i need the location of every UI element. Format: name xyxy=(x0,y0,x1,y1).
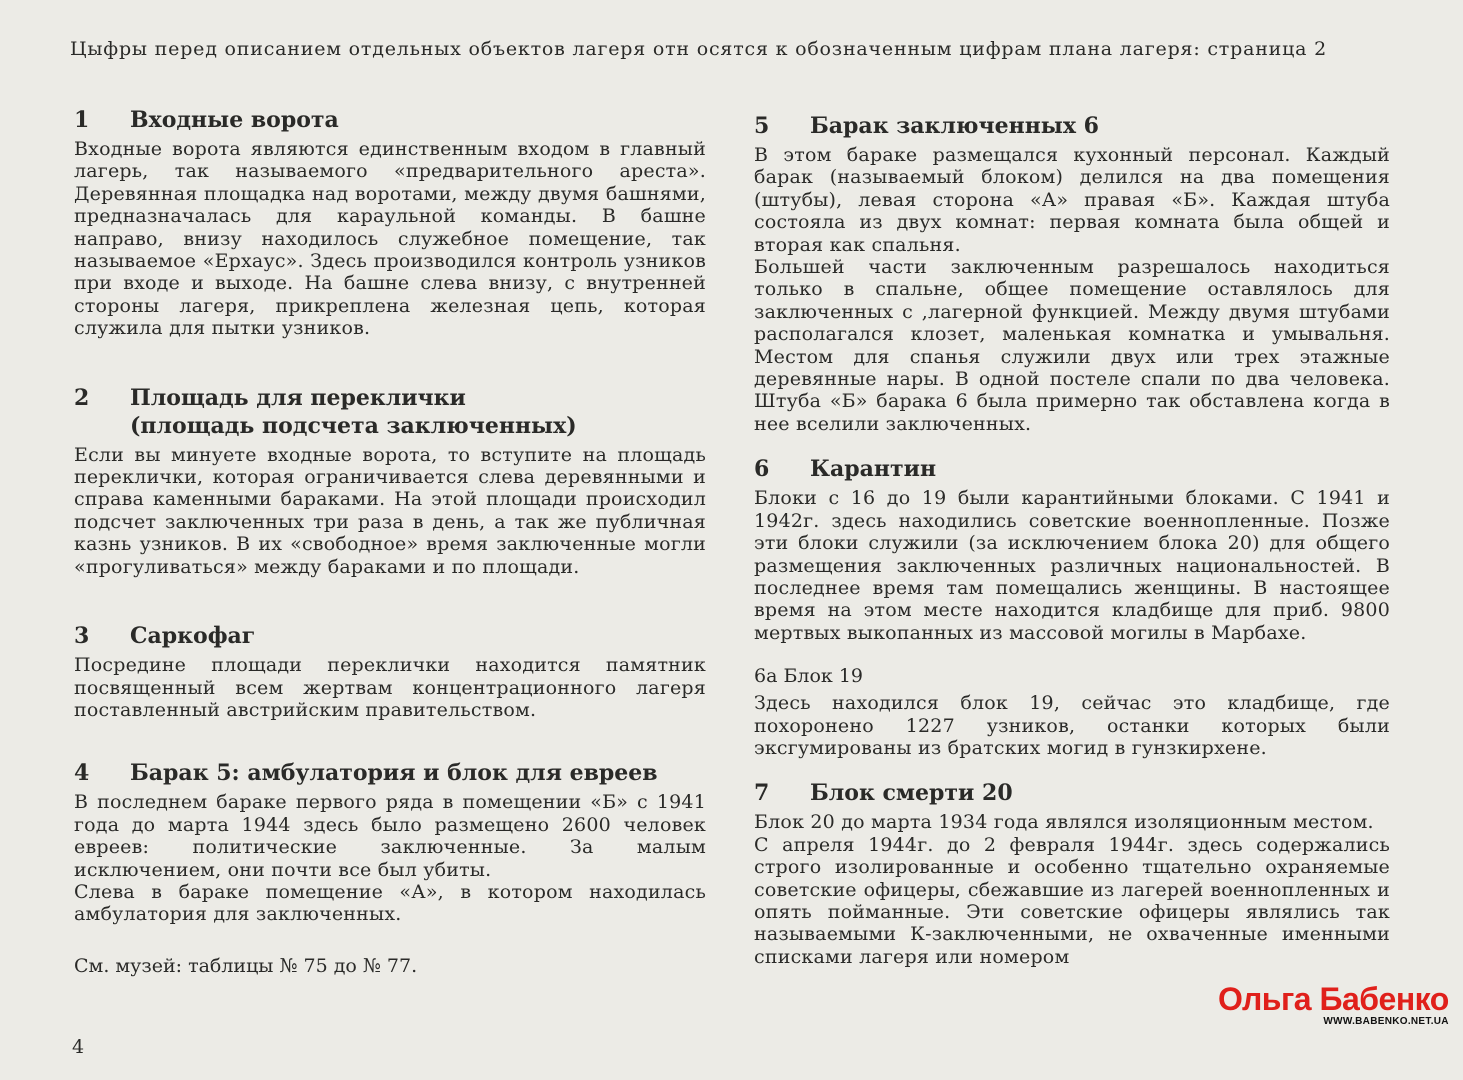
section-title: Саркофаг xyxy=(130,623,256,650)
page-number: 4 xyxy=(72,1036,85,1058)
section-text: В этом бараке размещался кухонный персонал. Каждый барак (называемый блоком) делился на два помещения (штубы), левая сторона «А» правая «Б». Каждая штуба состояла из двух комнат: первая комната была общей и вторая как спальня. xyxy=(754,144,1390,256)
section-quarantine xyxy=(754,455,1390,644)
section-number: 4 xyxy=(74,760,90,787)
section-number: 3 xyxy=(74,623,90,650)
section-title: Барак заключенных 6 xyxy=(810,113,1099,139)
section-title-line1: Площадь для переклички xyxy=(130,384,466,411)
section-barrack-6 xyxy=(754,112,1390,435)
left-column xyxy=(74,106,706,978)
section-number: 7 xyxy=(754,780,770,807)
section-heading xyxy=(74,106,706,134)
page-header: Цыфры перед описанием отдельных объектов лагеря отн осятся к обозначенным цифрам плана лагеря: страница 2 xyxy=(70,38,1328,60)
section-number: 1 xyxy=(74,107,90,133)
section-rollcall-square xyxy=(74,384,706,578)
section-title: Блок смерти 20 xyxy=(810,780,1013,807)
section-death-block-20 xyxy=(754,779,1390,968)
section-text: В последнем бараке первого ряда в помещении «Б» с 1941 года до марта 1944 здесь было размещено 2600 человек евреев: политические заключенные. За малым исключением, они почти все был убиты. xyxy=(74,791,706,881)
section-number: 6 xyxy=(754,456,770,483)
section-title: Карантин xyxy=(810,456,937,483)
section-title-line2: (площадь подсчета заключенных) xyxy=(130,412,577,439)
watermark xyxy=(1218,982,1449,1027)
section-heading xyxy=(74,384,706,440)
section-text: С апреля 1944г. до 2 февраля 1944г. здесь содержались строго изолированные и особенно тщательно охраняемые советские офицеры, сбежавшие из лагерей военнопленных и опять пойманные. Эти советские офицеры являлись так называемыми К-заключенными, не охваченные именными списками лагеря или номером xyxy=(754,833,1390,968)
section-text: Блоки с 16 до 19 были карантийными блоками. С 1941 и 1942г. здесь находились советские военнопленные. Позже эти блоки служили (за исключением блока 20) для общего размещения заключенных различных национальностей. В последнее время там помещались женщины. В настоящее время на этом месте находится кладбище для приб. 9800 мертвых выкопанных из массовой могилы в Марбахе. xyxy=(754,487,1390,644)
section-number: 2 xyxy=(74,384,90,411)
section-text: Блок 20 до марта 1934 года являлся изоляционным местом. xyxy=(754,811,1374,834)
section-text: Посредине площади переклички находится памятник посвященный всем жертвам концентрационного лагеря поставленный австрийским правительством. xyxy=(74,654,706,721)
section-heading xyxy=(754,112,1390,140)
section-heading xyxy=(754,455,1390,483)
watermark-name: Ольга Бабенко xyxy=(1218,981,1449,1017)
section-text: Если вы минуете входные ворота, то вступите на площадь переклички, которая ограничивается слева деревянными и справа каменными бараками. На этой площади происходил подсчет заключенных три раза в день, а так же публичная казнь узников. В их «свободное» время заключенные могли «прогуливаться» между бараками и по площади. xyxy=(74,443,706,578)
right-column xyxy=(754,112,1390,968)
section-text: Входные ворота являются единственным входом в главный лагерь, так называемого «предварительного ареста». Деревянная площадка над воротами, между двумя башнями, предназначалась для караульной команды. В башне направо, внизу находилось служебное помещение, так называемое «Ерхаус». Здесь производился контроль узников при входе и выходе. На башне слева внизу, с внутренней стороны лагеря, прикреплена железная цепь, которая служила для пытки узников. xyxy=(74,138,706,340)
watermark-url: WWW.BABENKO.NET.UA xyxy=(1323,1016,1449,1027)
section-sarcophagus xyxy=(74,622,706,721)
section-heading xyxy=(754,779,1390,807)
museum-reference: См. музей: таблицы № 75 до № 77. xyxy=(74,954,418,977)
section-barrack-5 xyxy=(74,759,706,925)
section-text: Слева в бараке помещение «А», в котором находилась амбулатория для заключенных. xyxy=(74,880,706,926)
section-entrance-gate xyxy=(74,106,706,340)
section-heading xyxy=(74,759,706,787)
section-text: Здесь находился блок 19, сейчас это кладбище, где похоронено 1227 узников, останки которых были эксгумированы из братских могид в гунзкирхене. xyxy=(754,692,1390,759)
subsection-title: 6а Блок 19 xyxy=(754,665,864,688)
section-number: 5 xyxy=(754,113,770,139)
section-heading xyxy=(74,622,706,650)
section-title: Барак 5: амбулатория и блок для евреев xyxy=(130,760,658,787)
section-title xyxy=(130,384,706,440)
section-block-19 xyxy=(754,664,1390,759)
section-text: Большей части заключенным разрешалось находиться только в спальне, общее помещение оставлялось для заключенных с ,лагерной функцией. Между двумя штубами располагался клозет, маленькая комнатка и умывальня. Местом для спанья служили двух или трех этажные деревянные нары. В одной постеле спали по два человека. Штуба «Б» барака 6 была примерно так обставлена когда в нее вселили заключенных. xyxy=(754,256,1390,435)
section-title: Входные ворота xyxy=(130,107,339,133)
